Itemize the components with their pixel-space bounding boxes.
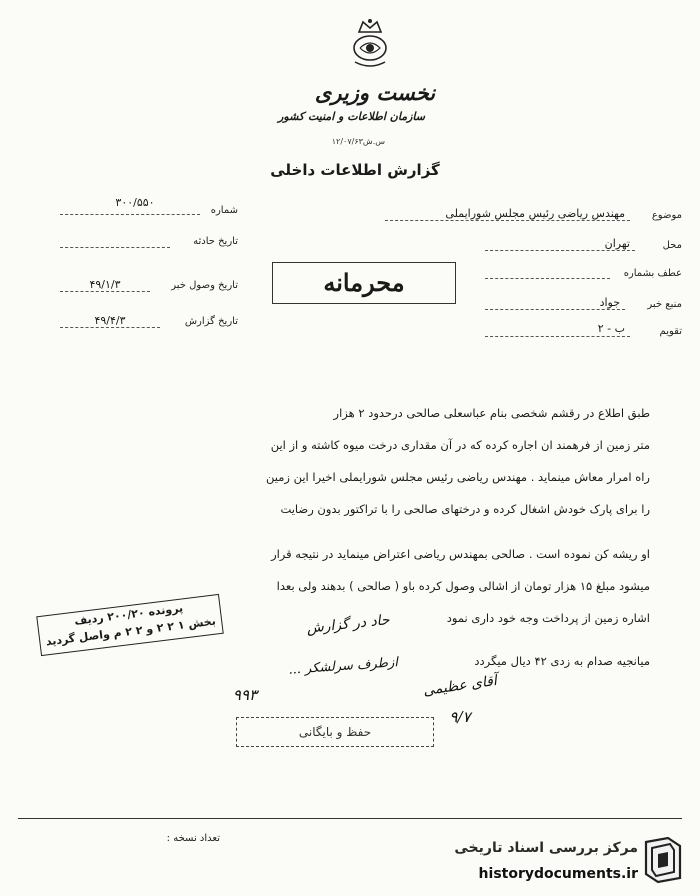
body-line: راه امرار معاش مینماید . مهندس ریاضی رئیس مجلس شورایملی اخیرا این زمین: [265, 470, 650, 484]
place-label: محل: [662, 240, 682, 251]
reference-label: عطف بشماره: [623, 268, 682, 279]
evaluation-label: تقویم: [659, 326, 682, 337]
archive-logo-icon: [640, 834, 686, 884]
subject-label: موضوع: [651, 210, 682, 221]
source-label: منبع خبر: [647, 299, 682, 310]
organization-subtitle: سازمان اطلاعات و امنیت کشور: [278, 110, 425, 123]
event-date-line: [60, 247, 170, 248]
handwritten-date: ۹/۷: [449, 708, 471, 726]
number-label: شماره: [210, 205, 238, 216]
number-value: ۳۰۰/۵۵۰: [115, 196, 155, 209]
confidential-stamp-text: محرمانه: [323, 268, 405, 297]
body-line: متر زمین از فرهمند ان اجاره کرده که در آن مقداری درخت میوه کاشته و از این: [270, 438, 650, 452]
report-title: گزارش اطلاعات داخلی: [270, 161, 440, 179]
organization-title: نخست وزیری: [314, 80, 436, 105]
subject-value: مهندس ریاضی رئیس مجلس شورایملی: [445, 207, 625, 220]
handwritten-note: ازطرف سرلشکر ...: [288, 655, 399, 678]
bottom-rule: [18, 818, 682, 819]
body-line: را برای پارک خودش اشغال کرده و درختهای صالحی را با تراکتور بدون رضایت: [280, 502, 650, 516]
evaluation-value: ب - ۲: [597, 322, 625, 335]
archive-stamp: [36, 594, 224, 656]
confidential-stamp: [272, 262, 456, 304]
copies-label: تعداد نسخه :: [166, 833, 220, 844]
body-line: طبق اطلاع در رقشم شخصی بنام عباسعلی صالحی درحدود ۲ هزار: [333, 406, 650, 420]
handwritten-number: ۹۹۳: [232, 686, 258, 704]
imperial-emblem-icon: [345, 18, 395, 73]
filing-stamp-text: حفظ و بایگانی: [298, 725, 372, 739]
report-date-line: [60, 327, 160, 328]
archive-stamp-line1: پرونده ۲۰۰/۲۰ ردیف: [73, 601, 184, 628]
received-date-line: [60, 291, 150, 292]
received-date-label: تاریخ وصول خبر: [171, 280, 238, 291]
closing-line: میانجیه صدام به زدی ۴۲ دیال میگردد: [474, 654, 650, 668]
source-line: [485, 309, 625, 310]
handwritten-note: حاد در گزارش: [305, 612, 391, 637]
event-date-label: تاریخ حادثه: [193, 236, 238, 247]
place-line: [485, 250, 635, 251]
received-date-value: ۴۹/۱/۳: [89, 278, 121, 291]
evaluation-line: [485, 336, 630, 337]
form-reference: س.ش۱۲/۰۷/۶۳: [331, 137, 385, 146]
reference-line: [485, 278, 610, 279]
watermark-url[interactable]: historydocuments.ir: [478, 866, 638, 882]
number-line: [60, 214, 200, 215]
source-value: جواد: [599, 296, 620, 309]
body-line: اشاره زمین از پرداخت وجه خود داری نمود: [446, 611, 650, 625]
report-date-value: ۴۹/۴/۳: [94, 314, 126, 327]
report-date-label: تاریخ گزارش: [184, 316, 238, 327]
archive-stamp-line2: بخش ۱ ۲ ۲ و ۲ ۲ م واصل گردید: [45, 614, 217, 649]
body-line: میشود مبلغ ۱۵ هزار تومان از اشالی وصول کرده باو ( صالحی ) بدهند ولی بعدا: [276, 579, 650, 593]
place-value: تهران: [604, 237, 630, 250]
handwritten-initials: آقای عظیمی: [422, 672, 498, 700]
watermark-title: مرکز بررسی اسناد تاریخی: [454, 840, 638, 856]
body-line: او ریشه کن نموده است . صالحی بمهندس ریاضی اعتراض مینماید در نتیجه قرار: [271, 547, 650, 561]
subject-line: [385, 220, 630, 221]
filing-stamp: [236, 717, 434, 747]
